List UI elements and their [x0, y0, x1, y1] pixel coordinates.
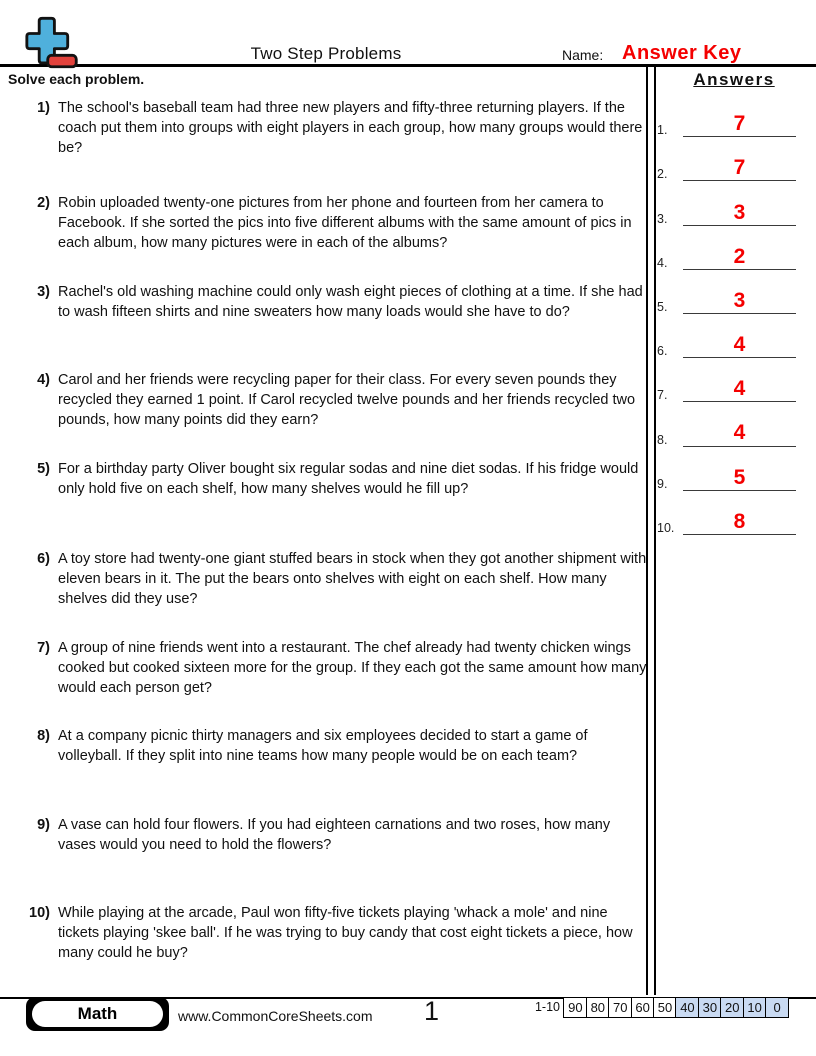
- answers-title: Answers: [693, 70, 775, 89]
- answer-row: [655, 226, 813, 270]
- answer-blank-line: [683, 157, 796, 181]
- problem-text: The school's baseball team had three new players and fifty-three returning players. If the coach put them into groups with eight players in each group, how many groups would there be?: [58, 100, 643, 156]
- worksheet-title: Two Step Problems: [250, 44, 402, 63]
- answer-key-text: Answer Key: [622, 42, 742, 64]
- problem-text: A group of nine friends went into a restaurant. The chef already had twenty chicken wings cooked but cooked sixteen more for the group. If they each got the same amount how many would each person get?: [58, 640, 647, 696]
- answer-blank-line: [683, 422, 796, 446]
- score-cell: 30: [698, 997, 722, 1018]
- problem-text: Robin uploaded twenty-one pictures from her phone and fourteen from her camera to Facebook. If she sorted the pics into five different albums with the same amount of pics in each album, how many pictures were in each of the albums?: [58, 195, 632, 251]
- answer-row-number: 10.: [657, 520, 675, 535]
- score-cell: 60: [631, 997, 655, 1018]
- problem-text: A toy store had twenty-one giant stuffed bears in stock when they got another shipment with eleven bears in it. The put the bears onto shelves with eight on each shelf. How many shelves did they use?: [58, 551, 647, 607]
- score-cells: [565, 997, 789, 1018]
- page-number: 1: [424, 996, 440, 1026]
- answer-value: 8: [733, 509, 746, 533]
- problem-number: 1): [37, 100, 50, 116]
- answer-row-number: 5.: [657, 299, 668, 314]
- answer-value: 7: [733, 112, 746, 136]
- problem-text: At a company picnic thirty managers and six employees decided to start a game of volleyball. If they split into nine teams how many people would be on each team?: [58, 728, 588, 764]
- answer-value: 5: [733, 465, 746, 489]
- problem-item: [26, 904, 648, 963]
- website-text: www.CommonCoreSheets.com: [178, 1008, 373, 1024]
- answer-row: [655, 314, 813, 358]
- answer-row: [655, 93, 813, 137]
- answer-blank-line: [683, 511, 796, 535]
- problem-number: 5): [37, 461, 50, 477]
- answer-blank-line: [683, 113, 796, 137]
- score-cell: 80: [586, 997, 610, 1018]
- problem-number: 2): [37, 195, 50, 211]
- answer-row-number: 6.: [657, 344, 668, 359]
- subject-label: Math: [77, 1004, 118, 1023]
- answer-row: [655, 447, 813, 491]
- problem-item: [26, 460, 648, 500]
- answer-row: [655, 181, 813, 225]
- answer-blank-line: [683, 290, 796, 314]
- score-cell: 70: [608, 997, 632, 1018]
- answer-row-number: 9.: [657, 476, 668, 491]
- answer-blank-line: [683, 378, 796, 402]
- minus-shape: [48, 55, 77, 66]
- subject-badge: [26, 997, 169, 1031]
- score-cell: 0: [765, 997, 789, 1018]
- score-cell: 40: [675, 997, 699, 1018]
- answer-blank-line: [683, 246, 796, 270]
- problem-text: For a birthday party Oliver bought six regular sodas and nine diet sodas. If his fridge would only hold five on each shelf, how many shelves would he fill up?: [58, 461, 639, 497]
- problem-number: 4): [37, 372, 50, 388]
- problem-text: A vase can hold four flowers. If you had eighteen carnations and two roses, how many vases would you need to hold the flowers?: [58, 817, 611, 853]
- score-cell: 50: [653, 997, 677, 1018]
- problem-number: 10): [29, 905, 50, 921]
- problem-text: While playing at the arcade, Paul won fifty-five tickets playing 'whack a mole' and nine tickets playing 'skee ball'. If he was trying to buy candy that cost eight tickets a piece, how many could he buy?: [58, 905, 633, 961]
- answer-blank-line: [683, 334, 796, 358]
- problem-item: [26, 371, 648, 430]
- plus-minus-logo-icon: [24, 15, 81, 71]
- answer-value: 2: [733, 244, 746, 268]
- answer-value: 4: [733, 333, 746, 357]
- problem-item: [26, 99, 648, 158]
- problem-item: [26, 639, 648, 698]
- problem-number: 7): [37, 640, 50, 656]
- subject-badge-oval: [32, 1001, 163, 1027]
- answer-row: [655, 402, 813, 446]
- instructions-text: Solve each problem.: [8, 71, 145, 87]
- answer-row: [655, 270, 813, 314]
- answer-row-number: 3.: [657, 211, 668, 226]
- answer-row-number: 8.: [657, 432, 668, 447]
- answer-row-number: 2.: [657, 167, 668, 182]
- answer-value: 4: [733, 377, 746, 401]
- answer-row: [655, 491, 813, 535]
- problem-item: [26, 550, 648, 609]
- score-range-label: 1-10: [534, 1000, 560, 1014]
- answers-list: [655, 93, 813, 535]
- name-label: Name:: [562, 47, 604, 63]
- answer-blank-line: [683, 202, 796, 226]
- answer-value: 7: [733, 156, 746, 180]
- problem-item: [26, 816, 648, 856]
- problem-text: Rachel's old washing machine could only wash eight pieces of clothing at a time. If she had to wash fifteen shirts and nine sweaters how many loads would she have to do?: [58, 284, 643, 320]
- header-rule: [0, 64, 816, 67]
- score-cell: 90: [563, 997, 587, 1018]
- score-cell: 10: [743, 997, 767, 1018]
- answer-row-number: 1.: [657, 123, 668, 138]
- problem-text: Carol and her friends were recycling paper for their class. For every seven pounds they recycled they earned 1 point. If Carol recycled twelve pounds and her friends recycled two pounds, how many points did they earn?: [58, 372, 636, 428]
- answer-value: 3: [733, 200, 746, 224]
- problem-item: [26, 194, 648, 253]
- problem-item: [26, 283, 648, 323]
- score-table: [520, 997, 789, 1018]
- problem-item: [26, 727, 648, 767]
- problem-number: 3): [37, 284, 50, 300]
- score-cell: 20: [720, 997, 744, 1018]
- answer-row-number: 7.: [657, 388, 668, 403]
- problem-number: 8): [37, 728, 50, 744]
- answer-row-number: 4.: [657, 255, 668, 270]
- problem-number: 6): [37, 551, 50, 567]
- answer-row: [655, 358, 813, 402]
- problem-number: 9): [37, 817, 50, 833]
- answer-row: [655, 137, 813, 181]
- answer-value: 4: [733, 421, 746, 445]
- answer-value: 3: [733, 288, 746, 312]
- answers-panel: [655, 70, 813, 535]
- answer-blank-line: [683, 467, 796, 491]
